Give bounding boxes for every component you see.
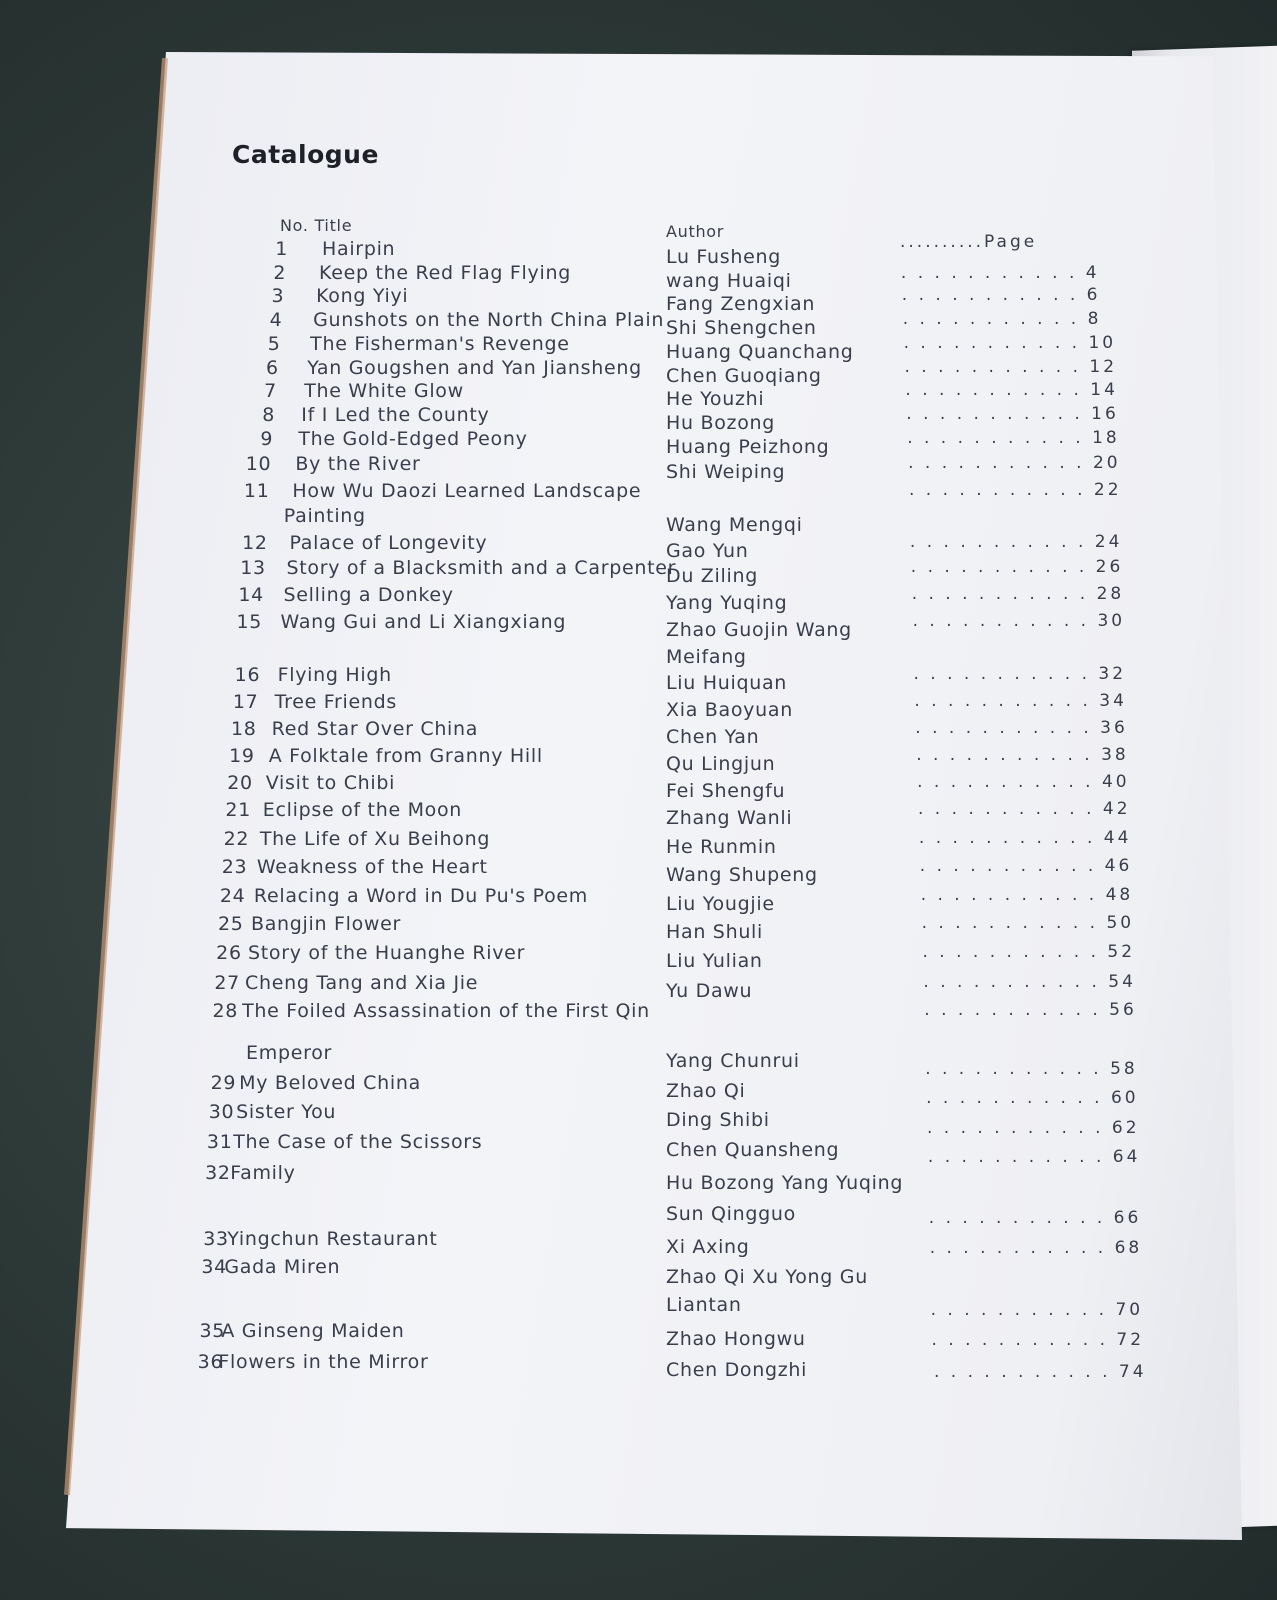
entry-number: 15 <box>236 611 263 633</box>
entry-page: . . . . . . . . . . . 14 <box>905 380 1118 400</box>
entry-author: Zhao Qi Xu Yong Gu <box>666 1266 868 1288</box>
entry-number: 8 <box>262 404 276 426</box>
entry-page: . . . . . . . . . . . 18 <box>907 428 1120 448</box>
entry-page: . . . . . . . . . . . 20 <box>908 453 1121 473</box>
entry-author: Zhao Guojin Wang <box>666 619 852 641</box>
entry-author: Qu Lingjun <box>666 753 776 775</box>
entry-page: . . . . . . . . . . . 38 <box>916 745 1129 765</box>
entry-author-continued: Sun Qingguo <box>666 1203 796 1225</box>
entry-author: Du Ziling <box>666 565 758 587</box>
entry-number: 7 <box>264 380 277 402</box>
entry-page: . . . . . . . . . . . 6 <box>901 285 1101 305</box>
entry-page: . . . . . . . . . . . 68 <box>929 1238 1143 1258</box>
entry-title: A Folktale from Granny Hill <box>268 745 543 767</box>
entry-author: Chen Yan <box>666 726 760 748</box>
entry-number: 5 <box>267 333 281 355</box>
entry-author: Xia Baoyuan <box>666 699 793 721</box>
entry-page: . . . . . . . . . . . 40 <box>917 772 1130 792</box>
entry-author: Chen Dongzhi <box>666 1359 808 1381</box>
entry-author: Shi Shengchen <box>666 317 817 339</box>
entry-title-continued: Painting <box>283 505 366 527</box>
entry-number: 23 <box>221 856 248 878</box>
entry-author: Gao Yun <box>666 540 749 562</box>
entry-author: Wang Shupeng <box>666 864 818 886</box>
entry-title: Eclipse of the Moon <box>262 799 463 821</box>
entry-author: Liu Yulian <box>666 950 763 972</box>
entry-number: 25 <box>218 913 244 935</box>
entry-title: Flowers in the Mirror <box>218 1351 429 1373</box>
entry-author: Chen Guoqiang <box>666 365 822 387</box>
entry-page: . . . . . . . . . . . 54 <box>923 972 1136 992</box>
entry-page: . . . . . . . . . . . 4 <box>900 263 1100 283</box>
entry-number: 21 <box>225 799 251 821</box>
entry-title: Yingchun Restaurant <box>227 1228 438 1250</box>
entry-title: Tree Friends <box>274 691 397 713</box>
entry-title: Family <box>230 1162 296 1184</box>
entry-author: Liu Huiquan <box>666 672 788 694</box>
entry-title: Keep the Red Flag Flying <box>319 262 571 284</box>
entry-number: 36 <box>197 1351 224 1373</box>
entry-page: . . . . . . . . . . . 44 <box>918 828 1132 848</box>
entry-number: 3 <box>271 285 285 307</box>
entry-number: 1 <box>275 238 288 260</box>
entry-number: 6 <box>265 357 279 379</box>
entry-title: The Fisherman's Revenge <box>310 333 570 355</box>
entry-page: . . . . . . . . . . . 26 <box>910 557 1124 577</box>
entry-page: . . . . . . . . . . . 60 <box>926 1088 1139 1108</box>
entry-title: Weakness of the Heart <box>256 856 488 878</box>
entry-author: Liu Yougjie <box>666 893 775 915</box>
entry-title: Palace of Longevity <box>289 532 488 554</box>
entry-number: 10 <box>245 453 272 475</box>
entry-author: wang Huaiqi <box>666 270 792 292</box>
entry-page: . . . . . . . . . . . 12 <box>904 357 1118 377</box>
entry-number: 28 <box>212 1000 239 1022</box>
entry-page: . . . . . . . . . . . 58 <box>925 1059 1138 1079</box>
entry-page: . . . . . . . . . . . 46 <box>919 856 1133 876</box>
entry-number: 11 <box>243 480 270 502</box>
entry-author-continued: Liantan <box>666 1294 742 1316</box>
entry-page: . . . . . . . . . . . 42 <box>918 799 1131 819</box>
entry-number: 18 <box>230 718 257 740</box>
header-page: ..........Page <box>900 232 1038 252</box>
entry-author: Han Shuli <box>666 921 764 943</box>
entry-page: . . . . . . . . . . . 28 <box>911 584 1125 604</box>
entry-author: Lu Fusheng <box>666 246 781 268</box>
entry-number: 30 <box>208 1101 235 1123</box>
entry-page: . . . . . . . . . . . 22 <box>909 480 1122 500</box>
entry-author: Wang Mengqi <box>666 514 803 536</box>
entry-page: . . . . . . . . . . . 36 <box>915 718 1128 738</box>
entry-page: . . . . . . . . . . . 74 <box>934 1362 1147 1382</box>
entry-page: . . . . . . . . . . . 56 <box>924 1000 1137 1020</box>
entry-title: Hairpin <box>322 238 396 260</box>
entry-number: 4 <box>269 309 283 331</box>
entry-number: 16 <box>234 664 261 686</box>
entry-author: He Runmin <box>666 836 777 858</box>
entry-title: Flying High <box>277 664 392 686</box>
entry-number: 14 <box>238 584 264 606</box>
entry-title: A Ginseng Maiden <box>221 1320 405 1342</box>
entry-title: If I Led the County <box>301 404 490 426</box>
entry-number: 33 <box>203 1228 229 1250</box>
entry-page: . . . . . . . . . . . 8 <box>902 309 1102 329</box>
entry-page: . . . . . . . . . . . 50 <box>921 913 1135 933</box>
entry-title: Story of a Blacksmith and a Carpenter <box>286 557 677 579</box>
entry-title: Gada Miren <box>224 1256 341 1278</box>
entry-author: Yu Dawu <box>666 980 753 1002</box>
entry-page: . . . . . . . . . . . 64 <box>927 1147 1141 1167</box>
entry-title: Gunshots on the North China Plain <box>313 309 665 331</box>
entry-title: Kong Yiyi <box>316 285 409 307</box>
entry-page: . . . . . . . . . . . 16 <box>906 404 1119 424</box>
entry-page: . . . . . . . . . . . 62 <box>927 1118 1140 1138</box>
entry-number: 17 <box>232 691 259 713</box>
entry-page: . . . . . . . . . . . 66 <box>928 1208 1142 1228</box>
entry-number: 24 <box>219 885 246 907</box>
entry-title: The White Glow <box>304 380 464 402</box>
entry-page: . . . . . . . . . . . 72 <box>931 1330 1145 1350</box>
entry-page: . . . . . . . . . . . 70 <box>930 1300 1144 1320</box>
entry-title-continued: Emperor <box>246 1042 333 1064</box>
entry-author: Huang Quanchang <box>666 341 854 363</box>
entry-title: Red Star Over China <box>271 718 479 740</box>
entry-number: 19 <box>229 745 255 767</box>
entry-page: . . . . . . . . . . . 48 <box>920 885 1134 905</box>
entry-number: 35 <box>199 1320 226 1342</box>
entry-author: Hu Bozong Yang Yuqing <box>666 1172 904 1194</box>
entry-title: Bangjin Flower <box>250 913 402 935</box>
entry-number: 13 <box>240 557 266 579</box>
entry-title: Yan Gougshen and Yan Jiansheng <box>307 357 642 379</box>
entry-author: Fei Shengfu <box>666 780 786 802</box>
entry-page: . . . . . . . . . . . 10 <box>903 333 1117 353</box>
entry-title: How Wu Daozi Learned Landscape <box>292 480 642 502</box>
entry-author: Hu Bozong <box>666 412 776 434</box>
entry-number: 22 <box>223 828 250 850</box>
entry-author: Zhang Wanli <box>666 807 793 829</box>
entry-author-continued: Meifang <box>666 646 747 668</box>
entry-author: Yang Yuqing <box>666 592 788 614</box>
entry-title: The Life of Xu Beihong <box>259 828 491 850</box>
entry-title: Selling a Donkey <box>283 584 454 606</box>
entry-title: Cheng Tang and Xia Jie <box>245 972 479 994</box>
entry-title: The Gold-Edged Peony <box>298 428 528 450</box>
entry-number: 31 <box>206 1131 233 1153</box>
entry-title: Wang Gui and Li Xiangxiang <box>280 611 567 633</box>
entry-number: 32 <box>205 1162 231 1184</box>
entry-title: The Case of the Scissors <box>233 1131 483 1153</box>
entry-author: He Youzhi <box>666 388 765 410</box>
header-no-title: No. Title <box>280 216 353 235</box>
entry-number: 20 <box>227 772 253 794</box>
entry-number: 12 <box>242 532 268 554</box>
entry-number: 26 <box>216 942 242 964</box>
entry-author: Huang Peizhong <box>666 436 830 458</box>
entry-author: Fang Zengxian <box>666 293 816 315</box>
entry-title: Story of the Huanghe River <box>248 942 526 964</box>
entry-page: . . . . . . . . . . . 24 <box>909 532 1123 552</box>
entry-title: Sister You <box>236 1101 337 1123</box>
entry-number: 34 <box>201 1256 227 1278</box>
catalogue-title: Catalogue <box>232 140 379 169</box>
entry-page: . . . . . . . . . . . 52 <box>922 942 1136 962</box>
entry-number: 9 <box>260 428 274 450</box>
entry-title: Visit to Chibi <box>265 772 396 794</box>
entry-author: Chen Quansheng <box>666 1139 840 1161</box>
entry-page: . . . . . . . . . . . 30 <box>912 611 1126 631</box>
entry-number: 29 <box>210 1072 237 1094</box>
entry-page: . . . . . . . . . . . 32 <box>913 664 1127 684</box>
entry-title: The Foiled Assassination of the First Qin <box>242 1000 650 1022</box>
entry-author: Ding Shibi <box>666 1109 770 1131</box>
entry-title: By the River <box>295 453 421 475</box>
entry-author: Yang Chunrui <box>666 1050 800 1072</box>
entry-author: Zhao Hongwu <box>666 1328 806 1350</box>
entry-number: 27 <box>214 972 240 994</box>
header-author: Author <box>666 222 725 241</box>
entry-title: My Beloved China <box>239 1072 421 1094</box>
entry-title: Relacing a Word in Du Pu's Poem <box>253 885 588 907</box>
entry-author: Zhao Qi <box>666 1080 746 1102</box>
entry-page: . . . . . . . . . . . 34 <box>914 691 1127 711</box>
entry-author: Xi Axing <box>666 1236 750 1258</box>
entry-author: Shi Weiping <box>666 461 786 483</box>
entry-number: 2 <box>273 262 287 284</box>
